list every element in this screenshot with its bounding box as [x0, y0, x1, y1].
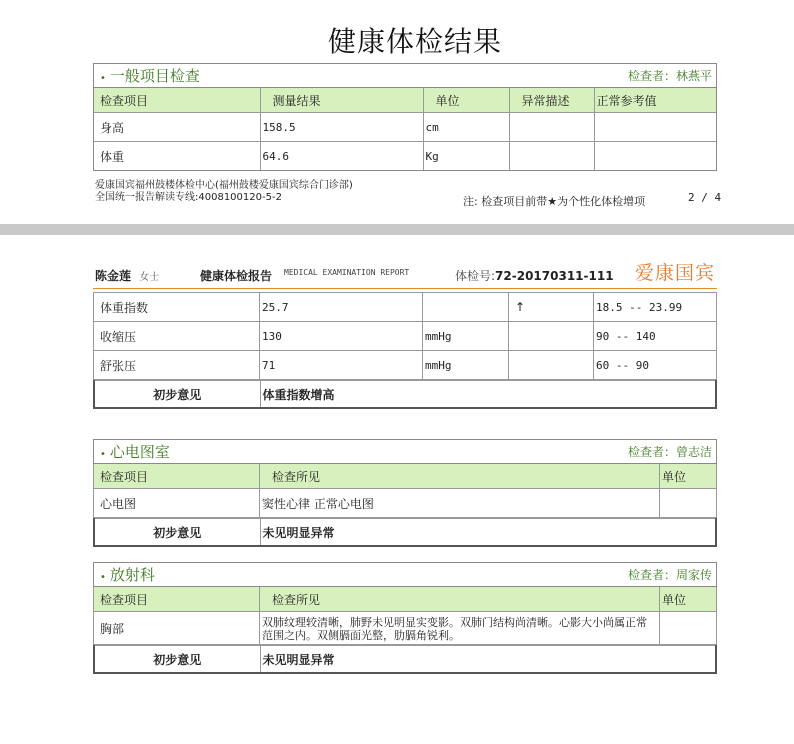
item-abnormal: [509, 351, 594, 380]
header-cell: 单位: [423, 88, 509, 113]
header-cell: 检查项目: [94, 464, 260, 489]
item-value: 64.6: [260, 142, 423, 171]
report-title: 健康体检报告: [200, 269, 273, 283]
item-reference: [594, 142, 716, 171]
table-header-row: [94, 464, 717, 489]
report-subtitle: MEDICAL EXAMINATION REPORT: [284, 268, 410, 277]
header-cell: 单位: [660, 587, 717, 612]
item-value: 130: [260, 322, 423, 351]
ecg-table: [93, 464, 717, 518]
item-finding: 双肺纹理较清晰，肺野未见明显实变影。双肺门结构尚清晰。心影大小尚属正常范围之内。双侧膈面光整，肋膈角锐利。: [260, 612, 660, 645]
general-section-header: [94, 64, 716, 88]
item-reference: 60 -- 90: [594, 351, 717, 380]
item-unit: mmHg: [423, 351, 509, 380]
table-header-row: [94, 88, 716, 113]
header-cell: 异常描述: [509, 88, 594, 113]
item-name: 心电图: [94, 489, 260, 518]
ecg-checker: 检查者：曾志洁: [627, 445, 712, 459]
item-name: 体重: [94, 142, 260, 171]
exam-number: 体检号:72-20170311-111: [455, 269, 614, 283]
item-name: 收缩压: [94, 322, 260, 351]
page-title: 健康体检结果: [327, 25, 502, 58]
general-section-continued: [93, 292, 717, 409]
radiology-checker: 检查者：周家传: [627, 568, 712, 582]
header-cell: 正常参考值: [594, 88, 716, 113]
opinion-label: 初步意见: [94, 519, 260, 547]
table-row: [94, 142, 716, 171]
table-header-row: [94, 587, 717, 612]
item-name: 身高: [94, 113, 260, 142]
report-header: [93, 258, 717, 289]
general-section-title: • 一般项目检查: [100, 67, 200, 85]
item-reference: 90 -- 140: [594, 322, 717, 351]
item-unit: mmHg: [423, 322, 509, 351]
header-cell: 检查所见: [260, 587, 660, 612]
item-unit: [423, 293, 509, 322]
item-abnormal: [509, 142, 594, 171]
item-unit: cm: [423, 113, 509, 142]
table-row: [94, 322, 717, 351]
ecg-opinion: [93, 518, 717, 547]
opinion-value: 体重指数增高: [260, 381, 716, 409]
general-table: [94, 88, 716, 170]
ecg-section: [93, 439, 717, 547]
item-unit: [660, 489, 717, 518]
footer-note: 注: 检查项目前带★为个性化体检增项: [463, 195, 646, 208]
item-reference: 18.5 -- 23.99: [594, 293, 717, 322]
ecg-section-header: [94, 440, 716, 464]
header-cell: 检查项目: [94, 88, 260, 113]
table-row: [94, 612, 717, 645]
page-divider: [0, 224, 794, 235]
opinion-value: 未见明显异常: [260, 519, 716, 547]
opinion-label: 初步意见: [94, 381, 260, 409]
radiology-section-title: • 放射科: [100, 566, 155, 584]
footer-hotline: 全国统一报告解读专线:4008100120-5-2: [95, 192, 282, 203]
general-table-continued: [93, 292, 717, 380]
table-row: [94, 351, 717, 380]
item-unit: [660, 612, 717, 645]
opinion-label: 初步意见: [94, 646, 260, 674]
item-name: 胸部: [94, 612, 260, 645]
item-name: 舒张压: [94, 351, 260, 380]
patient-gender: 女士: [139, 272, 160, 283]
radiology-opinion: [93, 645, 717, 674]
header-cell: 单位: [660, 464, 717, 489]
header-cell: 检查所见: [260, 464, 660, 489]
header-cell: 测量结果: [260, 88, 423, 113]
footer-center-name: 爱康国宾福州鼓楼体检中心(福州鼓楼爱康国宾综合门诊部): [95, 180, 353, 191]
item-value: 25.7: [260, 293, 423, 322]
general-section: [93, 63, 717, 171]
brand-logo: 爱康国宾: [634, 262, 715, 284]
radiology-section: [93, 562, 717, 674]
item-finding: 窦性心律 正常心电图: [260, 489, 660, 518]
table-row: [94, 113, 716, 142]
page-number: 2 / 4: [688, 191, 722, 204]
radiology-table: [93, 587, 717, 645]
item-unit: Kg: [423, 142, 509, 171]
radiology-section-header: [94, 563, 716, 587]
item-abnormal: [509, 113, 594, 142]
table-row: [94, 489, 717, 518]
item-value: 71: [260, 351, 423, 380]
item-name: 体重指数: [94, 293, 260, 322]
item-reference: [594, 113, 716, 142]
item-abnormal: [509, 322, 594, 351]
header-cell: 检查项目: [94, 587, 260, 612]
general-opinion: [93, 380, 717, 409]
ecg-section-title: • 心电图室: [100, 443, 170, 461]
item-abnormal: ↑: [509, 293, 594, 322]
footer-center-info: [95, 180, 353, 204]
patient-name: 陈金莲 女士: [95, 269, 160, 283]
general-checker: 检查者：林燕平: [627, 69, 712, 83]
table-row: [94, 293, 717, 322]
opinion-value: 未见明显异常: [260, 646, 716, 674]
item-value: 158.5: [260, 113, 423, 142]
